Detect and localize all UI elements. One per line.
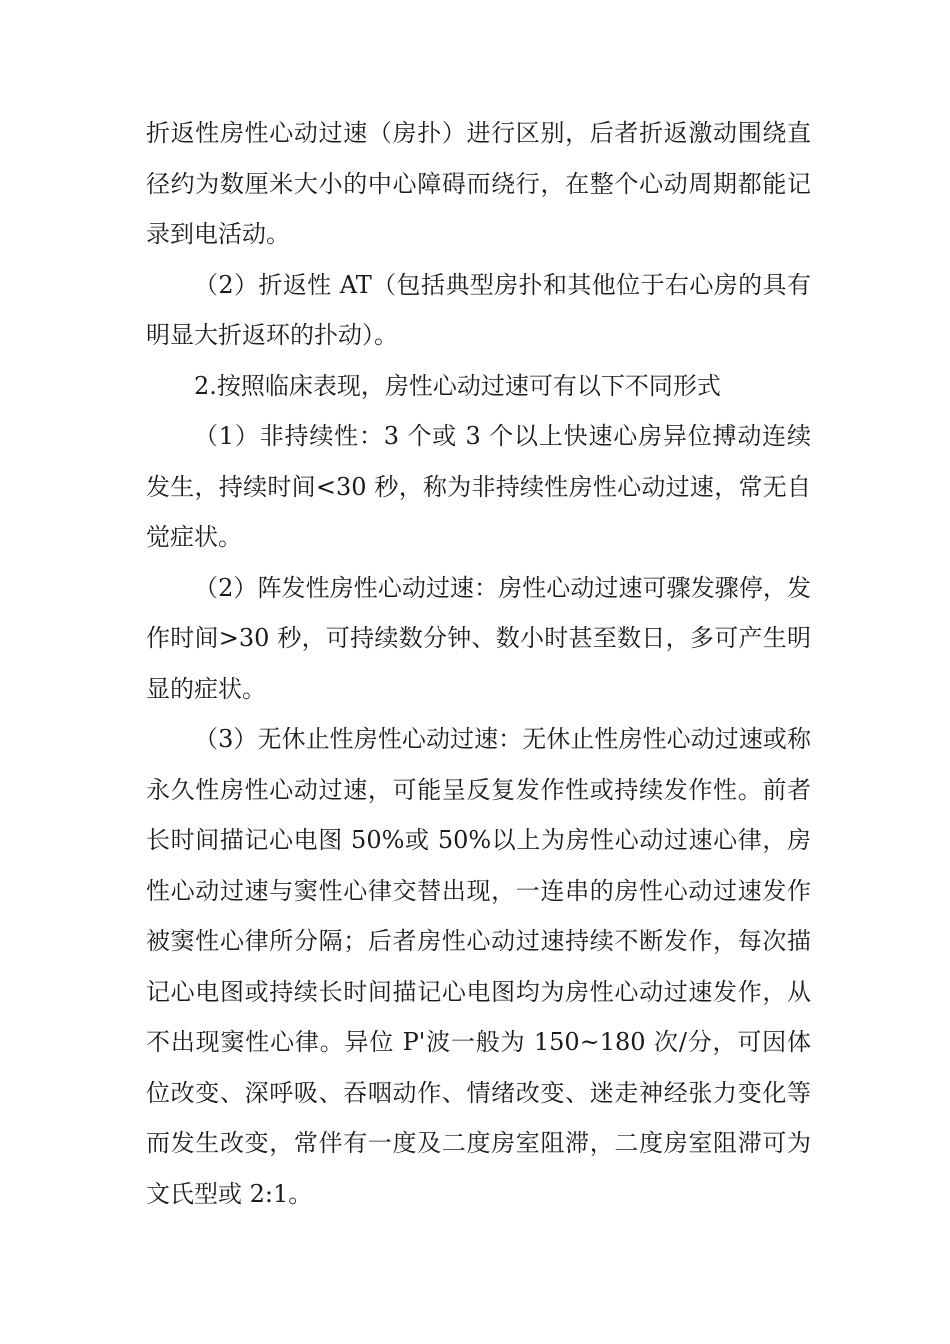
document-body (146, 108, 811, 1219)
paragraph-nonsustained: （1）非持续性：3 个或 3 个以上快速心房异位搏动连续发生，持续时间<30 秒，称为非持续性房性心动过速，常无自觉症状。 (146, 422, 811, 551)
paragraph-paroxysmal: （2）阵发性房性心动过速：房性心动过速可骤发骤停，发作时间>30 秒，可持续数分钟、数小时甚至数日，多可产生明显的症状。 (146, 573, 811, 703)
paragraph-incessant: （3）无休止性房性心动过速：无休止性房性心动过速或称永久性房性心动过速，可能呈反复发作性或持续发作性。前者长时间描记心电图 50%或 50%以上为房性心动过速心律，房性心动过速与窦性心律交替出现，一连串的房性心动过速发作被窦性心律所分隔；后者房性心动过速持续不断发作，每次描记心电图或持续长时间描记心电图均为房性心动过速发作，从不出现窦性心律。异位 P'波一般为 150~180 次/分，可因体位改变、深呼吸、吞咽动作、情绪改变、迷走神经张力变化等而发生改变，常伴有一度及二度房室阻滞，二度房室阻滞可为文氏型或 2:1。 (146, 725, 811, 1208)
paragraph-reentrant-at: （2）折返性 AT（包括典型房扑和其他位于右心房的具有明显大折返环的扑动）。 (146, 270, 811, 349)
paragraph-continuation: 折返性房性心动过速（房扑）进行区别，后者折返激动围绕直径约为数厘米大小的中心障碍而绕行，在整个心动周期都能记录到电活动。 (146, 119, 811, 248)
section-heading-clinical-forms: 2.按照临床表现，房性心动过速可有以下不同形式 (194, 371, 721, 400)
